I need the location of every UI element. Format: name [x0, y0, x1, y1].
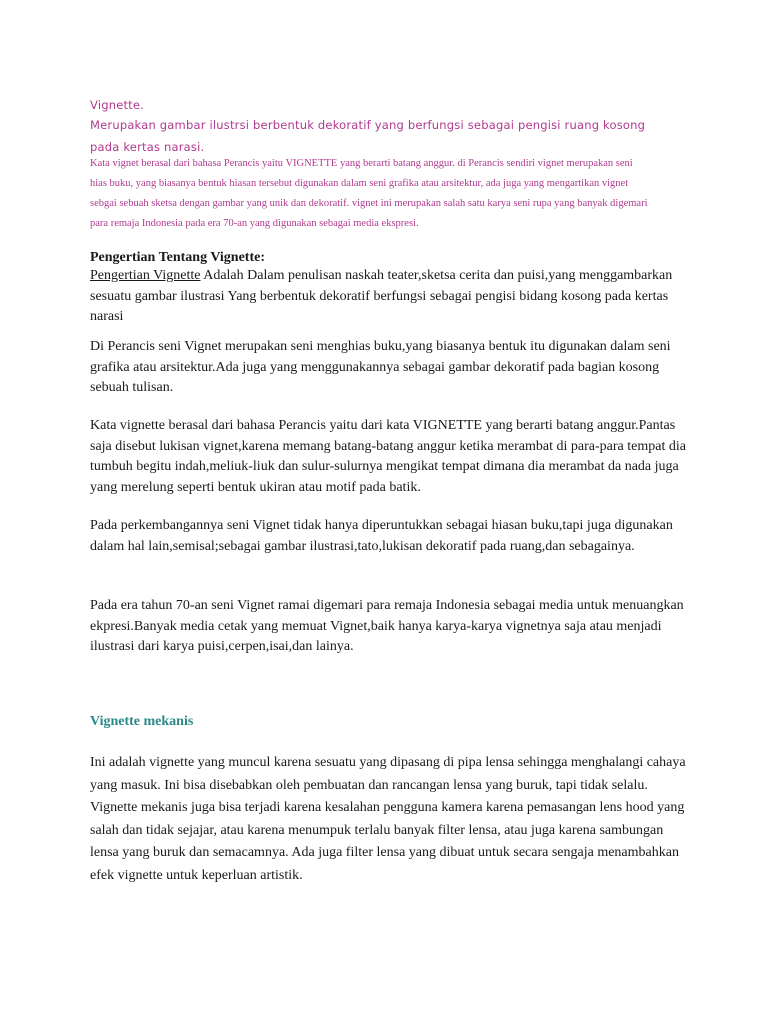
vignette-definition: Merupakan gambar ilustrsi berbentuk dekoratif yang berfungsi sebagai pengisi ruang kosong pada kertas narasi.: [90, 118, 646, 154]
perancis-paragraph: Di Perancis seni Vignet merupakan seni menghias buku,yang biasanya bentuk itu digunakan dalam seni grafika atau arsitektur.Ada juga yang menggunakannya sebagai gambar dekoratif pada bagian kosong sebuah tulisan.: [90, 339, 671, 395]
perkembangan-paragraph: Pada perkembangannya seni Vignet tidak hanya diperuntukkan sebagai hiasan buku,tapi juga digunakan dalam hal lain,semisal;sebagai gambar ilustrasi,tato,lukisan dekoratif pada ruang,dan sebagainya.: [90, 518, 673, 554]
pengertian-heading: Pengertian Tentang Vignette:: [90, 250, 265, 265]
vignette-mekanis-paragraph: Ini adalah vignette yang muncul karena sesuatu yang dipasang di pipa lensa sehingga menghalangi cahaya yang masuk. Ini bisa disebabkan oleh pembuatan dan rancangan lensa yang buruk, tapi tidak selalu. Vignette mekanis juga bisa terjadi karena kesalahan pengguna kamera karena pemasangan lens hood yang salah dan tidak sejajar, atau karena menumpuk terlalu banyak filter lensa, atau juga karena sambungan lensa yang buruk dan semacamnya. Ada juga filter lensa yang dibuat untuk secara sengaja menambahkan efek vignette untuk keperluan artistik.: [90, 755, 686, 883]
pengertian-paragraph: [90, 266, 690, 328]
vignette-origin-paragraph: Kata vignet berasal dari bahasa Perancis yaitu VIGNETTE yang berarti batang anggur. di Perancis sendiri vignet merupakan seni hias buku, yang biasanya bentuk hiasan tersebut digunakan dalam seni grafika atau arsitektur, ada juga yang mengartikan vignet sebgai sebuah sketsa dengan gambar yang unik dan dekoratif. vignet ini merupakan salah satu karya seni rupa yang banyak digemari para remaja Indonesia pada era 70-an yang digunakan sebagai media ekspresi.: [90, 158, 648, 229]
pengertian-lead: Pengertian Vignette: [90, 268, 201, 283]
vignette-mekanis-heading: Vignette mekanis: [90, 714, 194, 729]
era-70an-paragraph: Pada era tahun 70-an seni Vignet ramai digemari para remaja Indonesia sebagai media untuk menuangkan ekpresi.Banyak media cetak yang memuat Vignet,baik hanya karya-karya vignetnya saja atau menjadi ilustrasi dari karya puisi,cerpen,isai,dan lainya.: [90, 598, 684, 654]
pengertian-text: Adalah Dalam penulisan naskah teater,sketsa cerita dan puisi,yang menggambarkan sesuatu gambar ilustrasi Yang berbentuk dekoratif berfungsi sebagai pengisi bidang kosong pada kertas narasi: [90, 268, 673, 324]
vignette-title: Vignette.: [90, 98, 145, 112]
kata-vignette-paragraph: Kata vignette berasal dari bahasa Perancis yaitu dari kata VIGNETTE yang berarti batang anggur.Pantas saja disebut lukisan vignet,karena memang batang-batang anggur ketika merambat di para-para tempat dia tumbuh begitu indah,meliuk-liuk dan sulur-sulurnya mengikat tempat dimana dia merambat da nada juga yang merelung seperti bentuk ukiran atau motif pada batik.: [90, 418, 686, 495]
